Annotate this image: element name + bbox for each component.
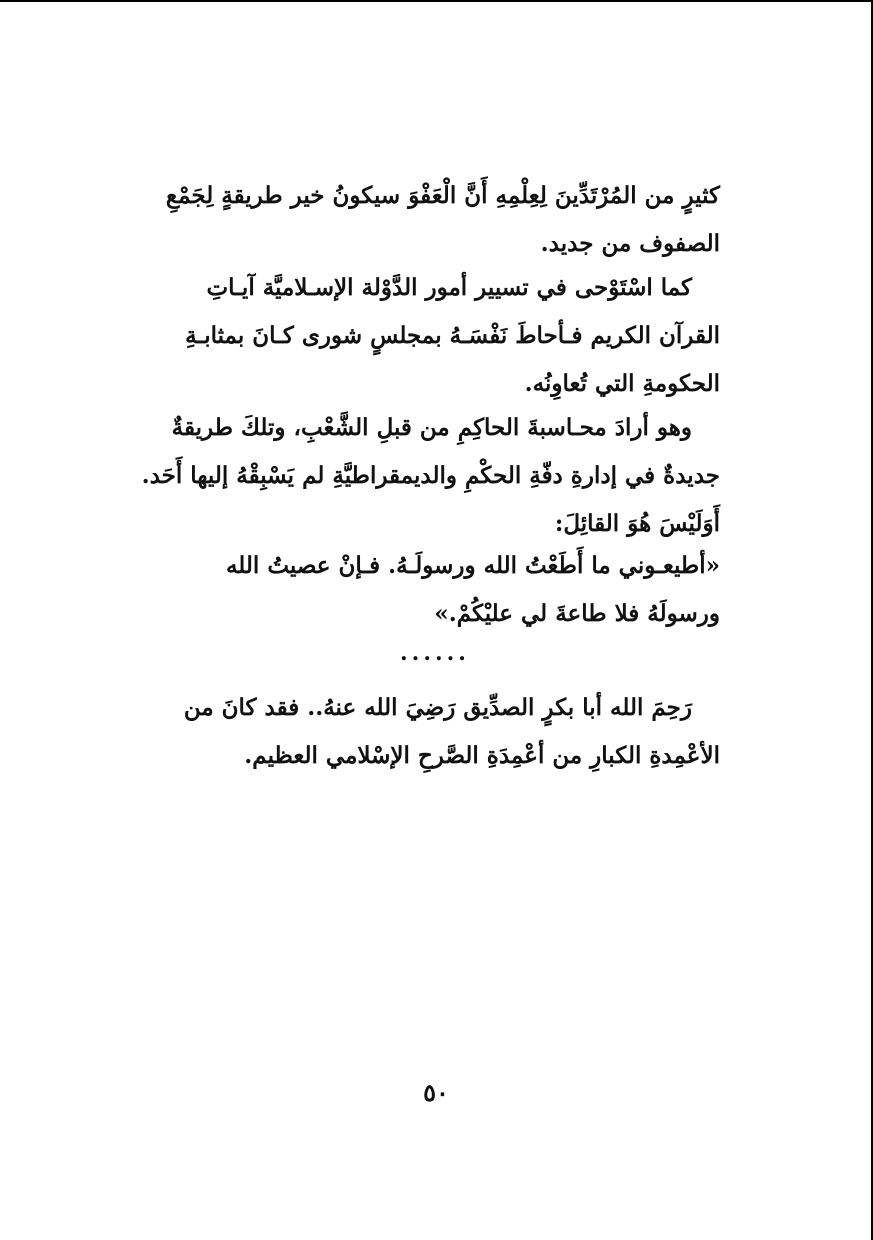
section-separator: ......: [400, 640, 470, 666]
paragraph-line: الحكومةِ التي تُعاوِنُه.: [524, 370, 720, 397]
paragraph-3: [141, 404, 720, 548]
paragraph-5: [168, 684, 720, 780]
paragraph-line: كثيرٍ من المُرْتَدِّينَ لِعِلْمِهِ أَنَّ الْعَفْوَ سيكونُ خير طريقةٍ لِجَمْعِ: [165, 182, 720, 209]
paragraph-line: الصفوف من جديد.: [540, 230, 720, 257]
page-border-top: [0, 0, 873, 2]
paragraph-2: [168, 264, 720, 408]
paragraph-line: القرآن الكريم فـأحاطَ نَفْسَـهُ بمجلسٍ شورى كـانَ بمثابـةِ: [185, 322, 720, 349]
paragraph-line: وهو أرادَ محـاسبةَ الحاكِمِ من قبلِ الشَّعْبِ، وتلكَ طريقةٌ: [171, 414, 692, 441]
paragraph-line: الأعْمِدةِ الكبارِ من أعْمِدَةِ الصَّرحِ الإسْلامي العظيم.: [244, 742, 720, 769]
paragraph-line: جديدةٌ في إدارةِ دفّةِ الحكْمِ والديمقراطيَّةِ لم يَسْبِقْهُ إليها أَحَد.: [141, 462, 720, 489]
quote-paragraph: [168, 542, 720, 638]
paragraph-1: [165, 172, 720, 268]
paragraph-line: رَحِمَ الله أبا بكرٍ الصدِّيق رَضِيَ الله عنهُ.. فقد كانَ من: [183, 694, 692, 721]
quote-line: «أطيعـوني ما أَطَعْتُ الله ورسولَـهُ. فـإنْ عصيتُ الله: [225, 552, 720, 579]
quote-line: ورسولَهُ فلا طاعةَ لي عليْكُمْ.»: [434, 600, 720, 627]
paragraph-line: أَوَلَيْسَ هُوَ القائِلَ:: [554, 510, 720, 537]
page-number: ٥٠: [423, 1078, 449, 1107]
paragraph-line: كما اسْتَوْحى في تسيير أمور الدَّوْلة الإسـلاميَّة آيـاتِ: [206, 274, 692, 301]
